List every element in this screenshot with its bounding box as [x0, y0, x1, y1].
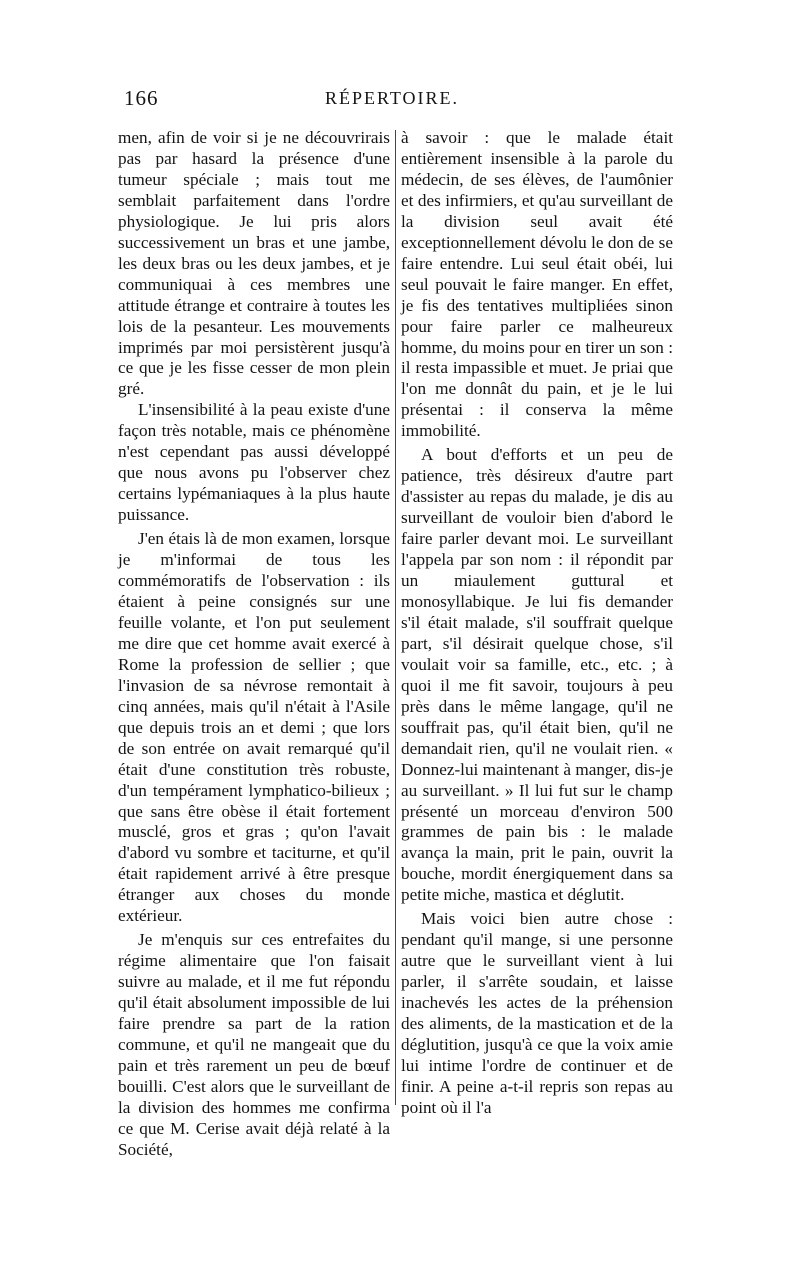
left-column: [118, 128, 390, 1161]
page-header: [118, 86, 666, 116]
paragraph: L'insensibilité à la peau existe d'une façon très notable, mais ce phénomène n'est cependant pas aussi développé que nous avons pu l'observer chez certains lypémaniaques à la plus haute puissance.: [118, 400, 390, 525]
page-number: 166: [124, 86, 159, 110]
paragraph: A bout d'efforts et un peu de patience, très désireux d'autre part d'assister au repas du malade, je dis au surveillant de vouloir bien d'abord le faire parler devant moi. Le surveillant l'appela par son nom : il répondit par un miaulement guttural et monosyllabique. Je lui fis demander s'il était malade, s'il souffrait quelque part, s'il désirait quelque chose, s'il voulait voir sa famille, etc., etc. ; à quoi il me fit savoir, toujours à peu près dans le même langage, qu'il ne souffrait pas, qu'il était bien, qu'il ne demandait rien, qu'il ne voulait rien. « Donnez-lui maintenant à manger, dis-je au surveillant. » Il lui fut sur le champ présenté un morceau d'environ 500 grammes de pain bis : le malade avança la main, prit le pain, ouvrit la bouche, mordit énergiquement dans sa petite miche, mastica et déglutit.: [401, 445, 673, 905]
paragraph: J'en étais là de mon examen, lorsque je m'informai de tous les commémoratifs de l'observation : ils étaient à peine consignés sur une feuille volante, et l'on put seulement me dire que cet homme avait exercé à Rome la profession de sellier ; que l'invasion de sa névrose remontait à cinq années, mais qu'il n'était à l'Asile que depuis trois an et demi ; que lors de son entrée on avait remarqué qu'il était d'une constitution très robuste, d'un tempérament lymphatico-bilieux ; que sans être obèse il était fortement musclé, gros et gras ; qu'on l'avait d'abord vu sombre et taciturne, et qu'il était rapidement arrivé à être presque étranger aux choses du monde extérieur.: [118, 529, 390, 926]
running-title: RÉPERTOIRE.: [324, 88, 460, 108]
paragraph: Mais voici bien autre chose : pendant qu'il mange, si une personne autre que le surveillant vient à lui parler, il s'arrête soudain, et laisse inachevés les actes de la préhension des aliments, de la mastication et de la déglutition, jusqu'à ce que la voix amie lui intime l'ordre de continuer et de finir. A peine a-t-il repris son repas au point où il l'a: [401, 909, 673, 1117]
paragraph: men, afin de voir si je ne découvrirais pas par hasard la présence d'une tumeur spéciale ; mais tout me semblait parfaitement dans l'ordre physiologique. Je lui pris alors successivement un bras et une jambe, les deux bras ou les deux jambes, et je communiquai à ces membres une attitude étrange et contraire à toutes les lois de la pesanteur. Les mouvements imprimés par moi persistèrent jusqu'à ce que je les fisse cesser de mon plein gré.: [118, 128, 390, 399]
column-divider: [395, 130, 396, 1105]
text-columns: [118, 128, 678, 1228]
paragraph: Je m'enquis sur ces entrefaites du régime alimentaire que l'on faisait suivre au malade, et il me fut répondu qu'il était absolument impossible de lui faire prendre sa part de la ration commune, et qu'il ne mangeait que du pain et très rarement un peu de bœuf bouilli. C'est alors que le surveillant de la division des hommes me confirma ce que M. Cerise avait déjà relaté à la Société,: [118, 930, 390, 1159]
paragraph: à savoir : que le malade était entièrement insensible à la parole du médecin, de ses élèves, de l'aumônier et des infirmiers, et qu'au surveillant de la division seul avait été exceptionnellement dévolu le don de se faire entendre. Lui seul était obéi, lui seul pouvait le faire manger. En effet, je fis des tentatives multipliées sinon pour faire parler ce malheureux homme, du moins pour en tirer un son : il resta impassible et muet. Je priai que l'on me donnât du pain, et je le lui présentai : il conserva la même immobilité.: [401, 128, 673, 441]
right-column: [401, 128, 673, 1119]
